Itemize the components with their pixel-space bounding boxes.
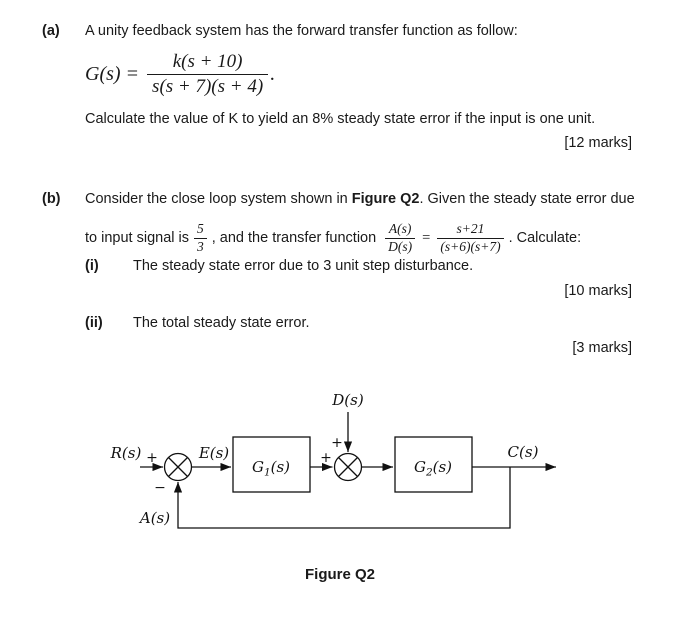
item-i-label: (i) [85, 258, 99, 274]
equation-numerator: k(s + 10) [172, 51, 243, 72]
part-b-line1 [85, 190, 645, 209]
part-b-line2-pre: to input signal is [85, 230, 189, 247]
tf-rhs-numerator: s+21 [456, 221, 485, 236]
g1-base: G [251, 458, 264, 476]
part-b-line2-mid: , and the transfer function [211, 230, 377, 247]
g2-base: G [413, 458, 426, 476]
reference-label: R(s) [110, 444, 142, 462]
part-a-marks: [12 marks] [564, 135, 632, 151]
feedback-label: A(s) [139, 509, 171, 527]
input-fraction-numerator: 5 [196, 221, 204, 236]
g1-subscript: 1 [263, 466, 271, 479]
tf-lhs-numerator: A(s) [388, 221, 412, 236]
part-a-task: Calculate the value of K to yield an 8% steady state error if the input is one unit. [85, 111, 596, 127]
plus-sign-disturbance: + [331, 435, 343, 451]
transfer-function-fraction [147, 50, 268, 99]
part-b-line1-pre: Consider the close loop system shown in [85, 191, 352, 207]
part-a-intro: A unity feedback system has the forward transfer function as follow: [85, 23, 518, 39]
input-fraction-denominator: 3 [194, 238, 207, 256]
item-ii-text: The total steady state error. [133, 315, 310, 331]
part-b-line2 [85, 221, 581, 256]
equation-denominator: s(s + 7)(s + 4) [147, 74, 268, 99]
tf-lhs-fraction [385, 221, 415, 256]
part-b-line2-post: . Calculate: [508, 230, 582, 247]
part-a-label: (a) [42, 23, 60, 39]
part-b-line1-post: . Given the steady state error due [419, 191, 635, 207]
part-b-label: (b) [42, 191, 61, 207]
g2-subscript: 2 [425, 466, 433, 479]
equals-sign: = [422, 229, 431, 246]
block-diagram [0, 385, 680, 565]
error-label: E(s) [198, 444, 230, 462]
item-i-text: The steady state error due to 3 unit step disturbance. [133, 258, 474, 274]
tf-rhs-fraction [437, 221, 503, 256]
equation-lhs: G(s) = [85, 63, 140, 85]
plus-sign-reference: + [146, 450, 158, 466]
equation-period: . [270, 63, 276, 85]
g1-block-label [252, 458, 290, 479]
item-ii-label: (ii) [85, 315, 103, 331]
transfer-function-equation [85, 50, 275, 99]
item-i-marks: [10 marks] [564, 283, 632, 299]
minus-sign-feedback: − [154, 480, 166, 496]
item-ii-marks: [3 marks] [572, 340, 632, 356]
plus-sign-g1-input: + [320, 450, 332, 466]
figure-caption: Figure Q2 [304, 566, 375, 583]
output-label: C(s) [507, 443, 539, 461]
figure-reference: Figure Q2 [351, 191, 420, 207]
tf-rhs-denominator: (s+6)(s+7) [437, 238, 503, 256]
tf-lhs-denominator: D(s) [385, 238, 415, 256]
g2-arg: (s) [432, 458, 453, 476]
disturbance-label: D(s) [332, 391, 364, 409]
input-signal-fraction [194, 221, 207, 256]
g2-block-label [414, 458, 452, 479]
g1-arg: (s) [270, 458, 291, 476]
